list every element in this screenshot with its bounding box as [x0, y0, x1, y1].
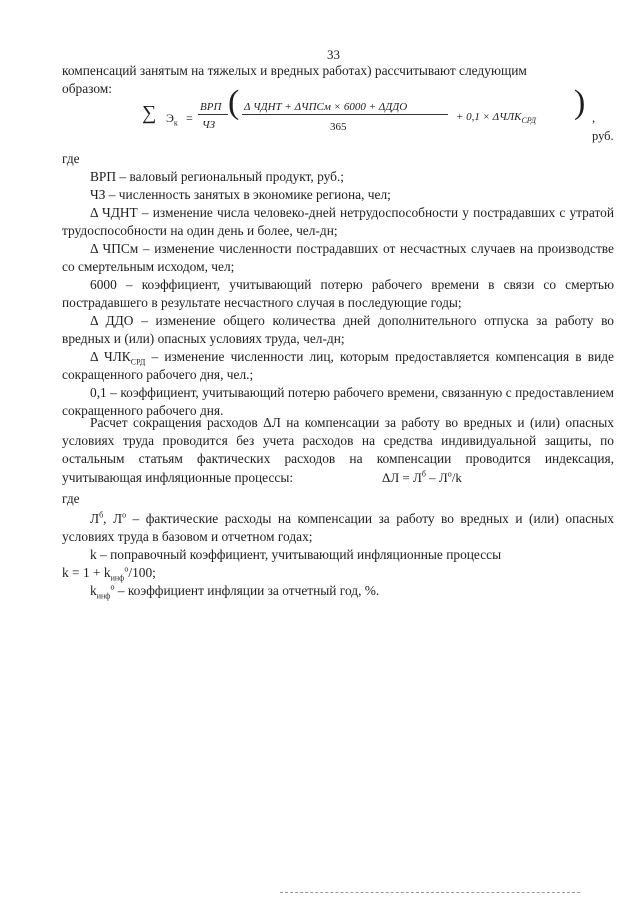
paragraph-dl: Расчет сокращения расходов ΔЛ на компенсации за работу во вредных и (или) опасных условиях труда проводится без учета расходов на средства индивидуальной защиты, по остальным статьям фактических расходов на компенсации проводится индексация, учитывающая инфляционные процессы:: [62, 415, 614, 485]
intro-line-1: компенсаций занятым на тяжелых и вредных работах) рассчитывают следующим: [62, 63, 527, 78]
intro-paragraph: [62, 62, 614, 98]
definition-vrp: ВРП – валовый региональный продукт, руб.;: [90, 169, 345, 184]
definition-coef-01: 0,1 – коэффициент, учитывающий потерю рабочего времени, связанную с предоставлением сокращенного рабочего дня.: [62, 385, 614, 419]
definition-chpsm: Δ ЧПСм – изменение численности пострадавших от несчастных случаев на производстве со смертельным исходом, чел;: [62, 241, 614, 275]
k-formula: $k = 1 + k_{инф}^о/100$;: [62, 564, 156, 583]
sum-symbol: ∑: [142, 102, 157, 124]
definition-chdnt: Δ ЧДНТ – изменение числа человеко-дней нетрудоспособности у пострадавших с утратой трудоспособности на один день и более, чел-дн;: [62, 205, 614, 239]
definition-chz: ЧЗ – численность занятых в экономике региона, чел;: [90, 187, 391, 202]
formula-plus-term: + $0,1 \times \Delta ЧЛК_{СРД}$: [456, 111, 536, 126]
definition-kinf: $k_{инф}^о$ – коэффициент инфляции за отчетный год, %.: [90, 582, 380, 601]
where-label-1: где: [62, 151, 80, 166]
delta-l-formula: $\Delta Л = Л^б - Л^о/k$: [382, 469, 462, 485]
definition-k: k – поправочный коэффициент, учитывающий инфляционные процессы: [90, 547, 502, 562]
fraction2-bar: [242, 114, 448, 115]
definition-chlk: Δ $ЧЛК_{СРД}$ – изменение численности лиц, которым предоставляется компенсация в виде сокращенного рабочего дня, чел.;: [62, 349, 614, 383]
fraction2-numerator: Δ ЧДНТ + ΔЧПСм × 6000 + ΔДДО: [244, 101, 408, 113]
fraction2-denominator: 365: [330, 121, 347, 133]
fraction1-numerator: ВРП: [200, 101, 222, 113]
document-page: [62, 0, 614, 905]
bottom-scan-artifact: [280, 892, 580, 893]
formula-unit: , руб.: [592, 111, 614, 144]
intro-line-2: образом:: [62, 81, 112, 97]
formula-equals: =: [186, 111, 193, 125]
definition-ddo: Δ ДДО – изменение общего количества дней дополнительного отпуска за работу во вредных и (или) опасных условиях труда, чел-дн;: [62, 313, 614, 347]
economic-effect-formula: [142, 84, 614, 144]
page-number: 33: [327, 47, 340, 62]
fraction1-denominator: ЧЗ: [202, 119, 216, 131]
formula-lhs: $Э_к$: [166, 111, 178, 128]
left-paren: (: [228, 84, 240, 121]
right-paren: ): [574, 84, 586, 121]
definition-l: $Л^б$, $Л^о$ – фактические расходы на компенсации за работу во вредных и (или) опасных условиях труда в базовом и отчетном годах;: [62, 510, 614, 545]
fraction1-bar: [198, 114, 228, 115]
definition-6000: 6000 – коэффициент, учитывающий потерю рабочего времени в связи со смертью пострадавшего в результате несчастного случая в последующие годы;: [62, 277, 614, 311]
where-label-2: где: [62, 491, 80, 506]
